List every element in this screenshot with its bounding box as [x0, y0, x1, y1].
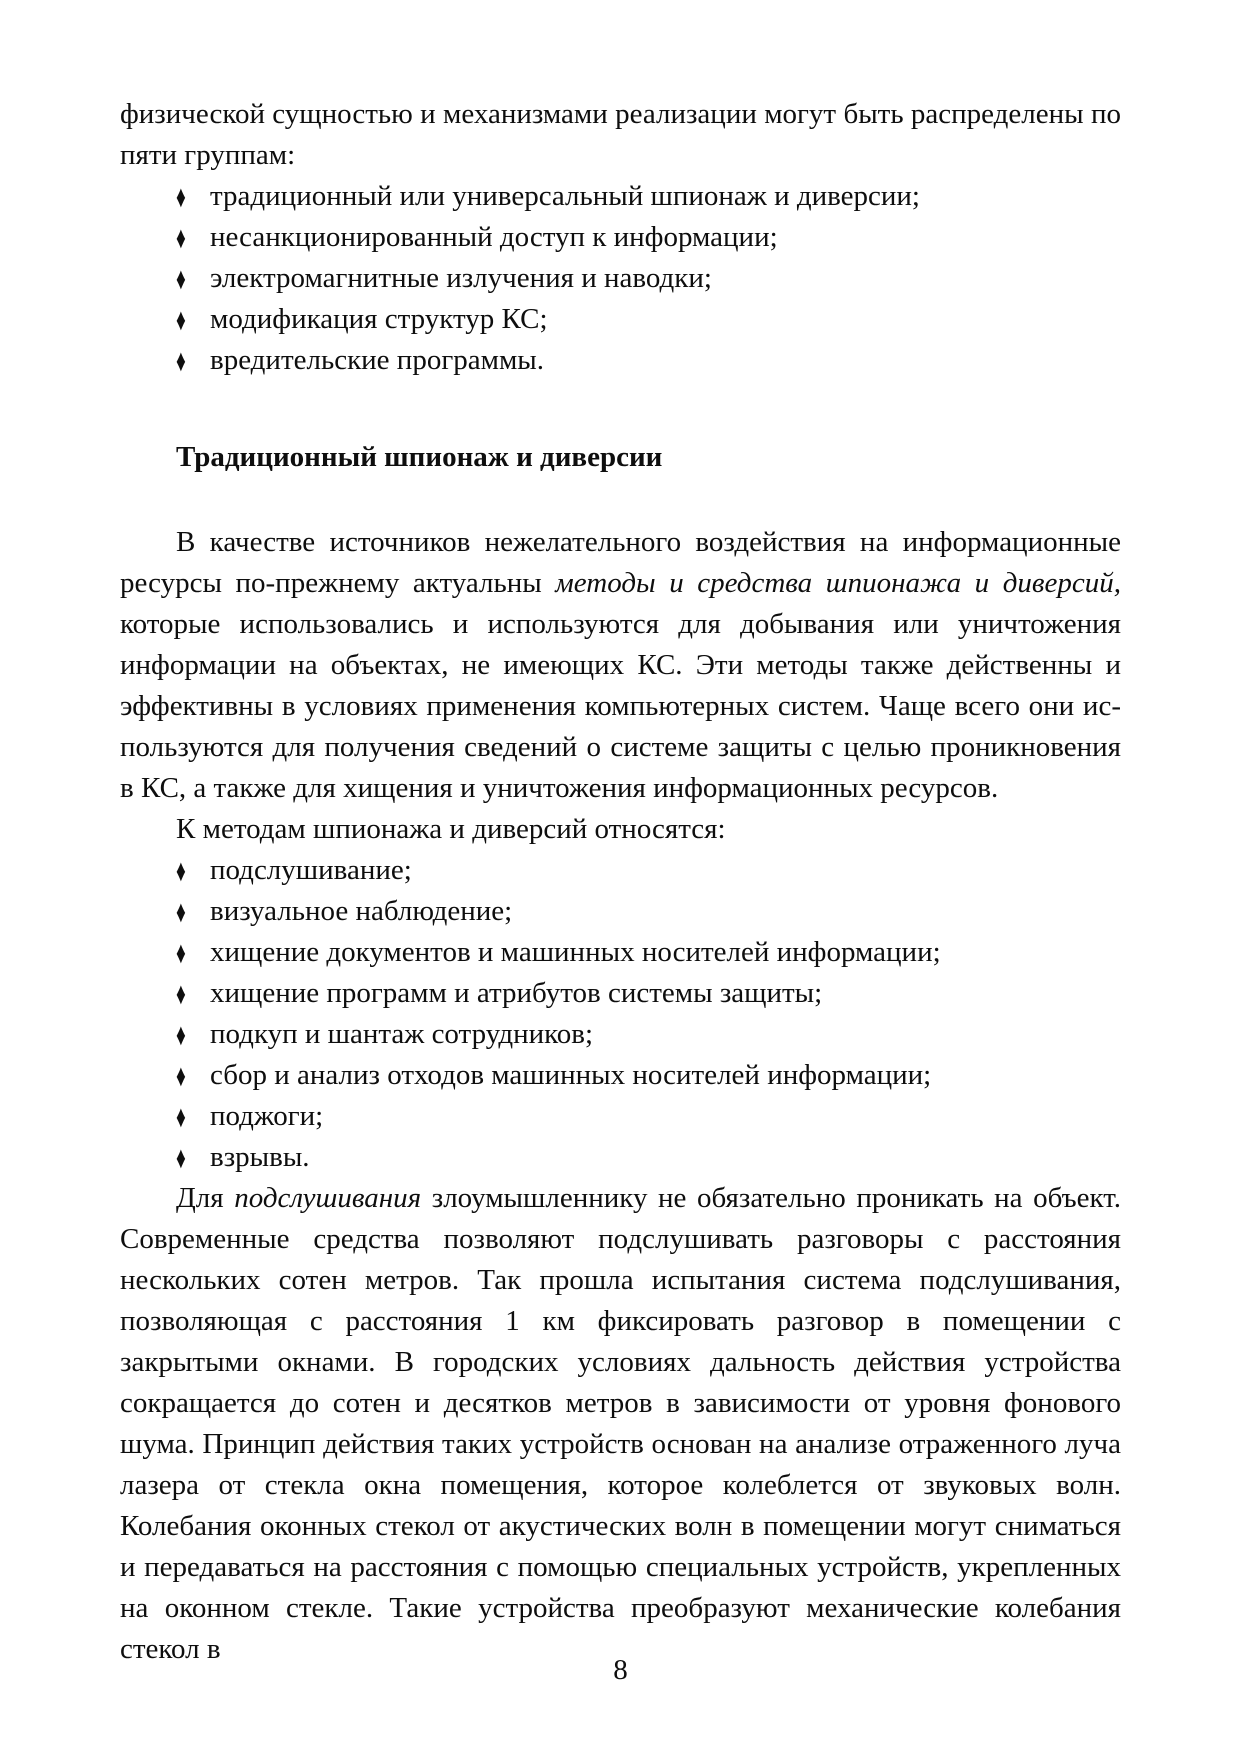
espionage-methods-list — [120, 850, 1121, 1178]
list-item-text: модификация структур КС; — [210, 303, 548, 335]
diamond-bullet-icon: ♦ — [176, 179, 186, 214]
diamond-bullet-icon: ♦ — [176, 261, 186, 296]
list-item — [120, 1055, 1121, 1096]
paragraph-methods-lead: К методам шпионажа и диверсий относятся: — [176, 813, 726, 845]
list-item-text: поджоги; — [210, 1100, 324, 1132]
list-item-text: электромагнитные излучения и наводки; — [210, 262, 712, 294]
italic-phrase: подслушивания — [234, 1182, 422, 1214]
list-item — [120, 1096, 1121, 1137]
diamond-bullet-icon: ♦ — [176, 220, 186, 255]
list-item — [120, 1014, 1121, 1055]
list-item — [120, 217, 1121, 258]
paragraph-text: Для — [176, 1182, 235, 1214]
italic-phrase: методы и средства шпионажа и диверсий, — [555, 567, 1121, 599]
diamond-bullet-icon: ♦ — [176, 343, 186, 378]
list-item-text: несанкционированный доступ к информации; — [210, 221, 778, 253]
list-item-text: подслушивание; — [210, 854, 412, 886]
list-item-text: сбор и анализ отходов машинных носителей информации; — [210, 1059, 932, 1091]
list-item — [120, 932, 1121, 973]
threat-groups-list — [120, 176, 1121, 381]
paragraph-eavesdropping — [120, 1178, 1121, 1670]
list-item-text: подкуп и шантаж сотрудников; — [210, 1018, 594, 1050]
section-heading: Традиционный шпионаж и диверсии — [176, 441, 663, 473]
diamond-bullet-icon: ♦ — [176, 1140, 186, 1175]
list-item-text: хищение документов и машинных носителей информации; — [210, 936, 941, 968]
diamond-bullet-icon: ♦ — [176, 302, 186, 337]
diamond-bullet-icon: ♦ — [176, 853, 186, 888]
list-item — [120, 258, 1121, 299]
list-item — [120, 1137, 1121, 1178]
diamond-bullet-icon: ♦ — [176, 1099, 186, 1134]
list-item — [120, 299, 1121, 340]
paragraph-continuation: физической сущностью и механизмами реализации могут быть распределены по пяти группам: — [120, 98, 1121, 171]
list-item — [120, 340, 1121, 381]
list-item — [120, 973, 1121, 1014]
page-number: 8 — [613, 1654, 628, 1686]
list-item-text: вредительские программы. — [210, 344, 545, 376]
list-item — [120, 176, 1121, 217]
list-item — [120, 850, 1121, 891]
paragraph-sources — [120, 522, 1121, 809]
list-item-text: традиционный или универсальный шпионаж и диверсии; — [210, 180, 920, 212]
paragraph-text: В качестве источников нежелательного воздействия на информационные ресурсы по-прежнему актуальны — [120, 526, 1121, 599]
diamond-bullet-icon: ♦ — [176, 1017, 186, 1052]
paragraph-text: которые использовались и используются для добывания или уничтожения информации на объектах, не имеющих КС. Эти методы также действенны и эффективны в условиях применения компьютерных систем. Чаще всего они используются для получения сведений о системе защиты с целью проникновения в КС, а также для хищения и уничтожения информационных ресурсов. — [120, 608, 1121, 804]
list-item-text: хищение программ и атрибутов системы защиты; — [210, 977, 823, 1009]
list-item-text: взрывы. — [210, 1141, 310, 1173]
diamond-bullet-icon: ♦ — [176, 976, 186, 1011]
diamond-bullet-icon: ♦ — [176, 1058, 186, 1093]
paragraph-text: злоумышленнику не обязательно проникать на объект. Современные средства позволяют подслушивать разговоры с расстояния нескольких сотен метров. Так прошла испытания система подслушивания, позволяющая с расстояния 1 км фиксировать разговор в помещении с закрытыми окнами. В городских условиях дальность действия устройства сокращается до сотен и десятков метров в зависимости от уровня фонового шума. Принцип действия таких устройств основан на анализе отраженного луча лазера от стекла окна помещения, которое колеблется от звуковых волн. Колебания оконных стекол от акустических волн в помещении могут сниматься и передаваться на расстояния с помощью специальных устройств, укрепленных на оконном стекле. Такие устройства преобразуют механические колебания стекол в — [120, 1182, 1122, 1665]
diamond-bullet-icon: ♦ — [176, 935, 186, 970]
diamond-bullet-icon: ♦ — [176, 894, 186, 929]
page-content — [120, 94, 1121, 1670]
list-item — [120, 891, 1121, 932]
list-item-text: визуальное наблюдение; — [210, 895, 513, 927]
